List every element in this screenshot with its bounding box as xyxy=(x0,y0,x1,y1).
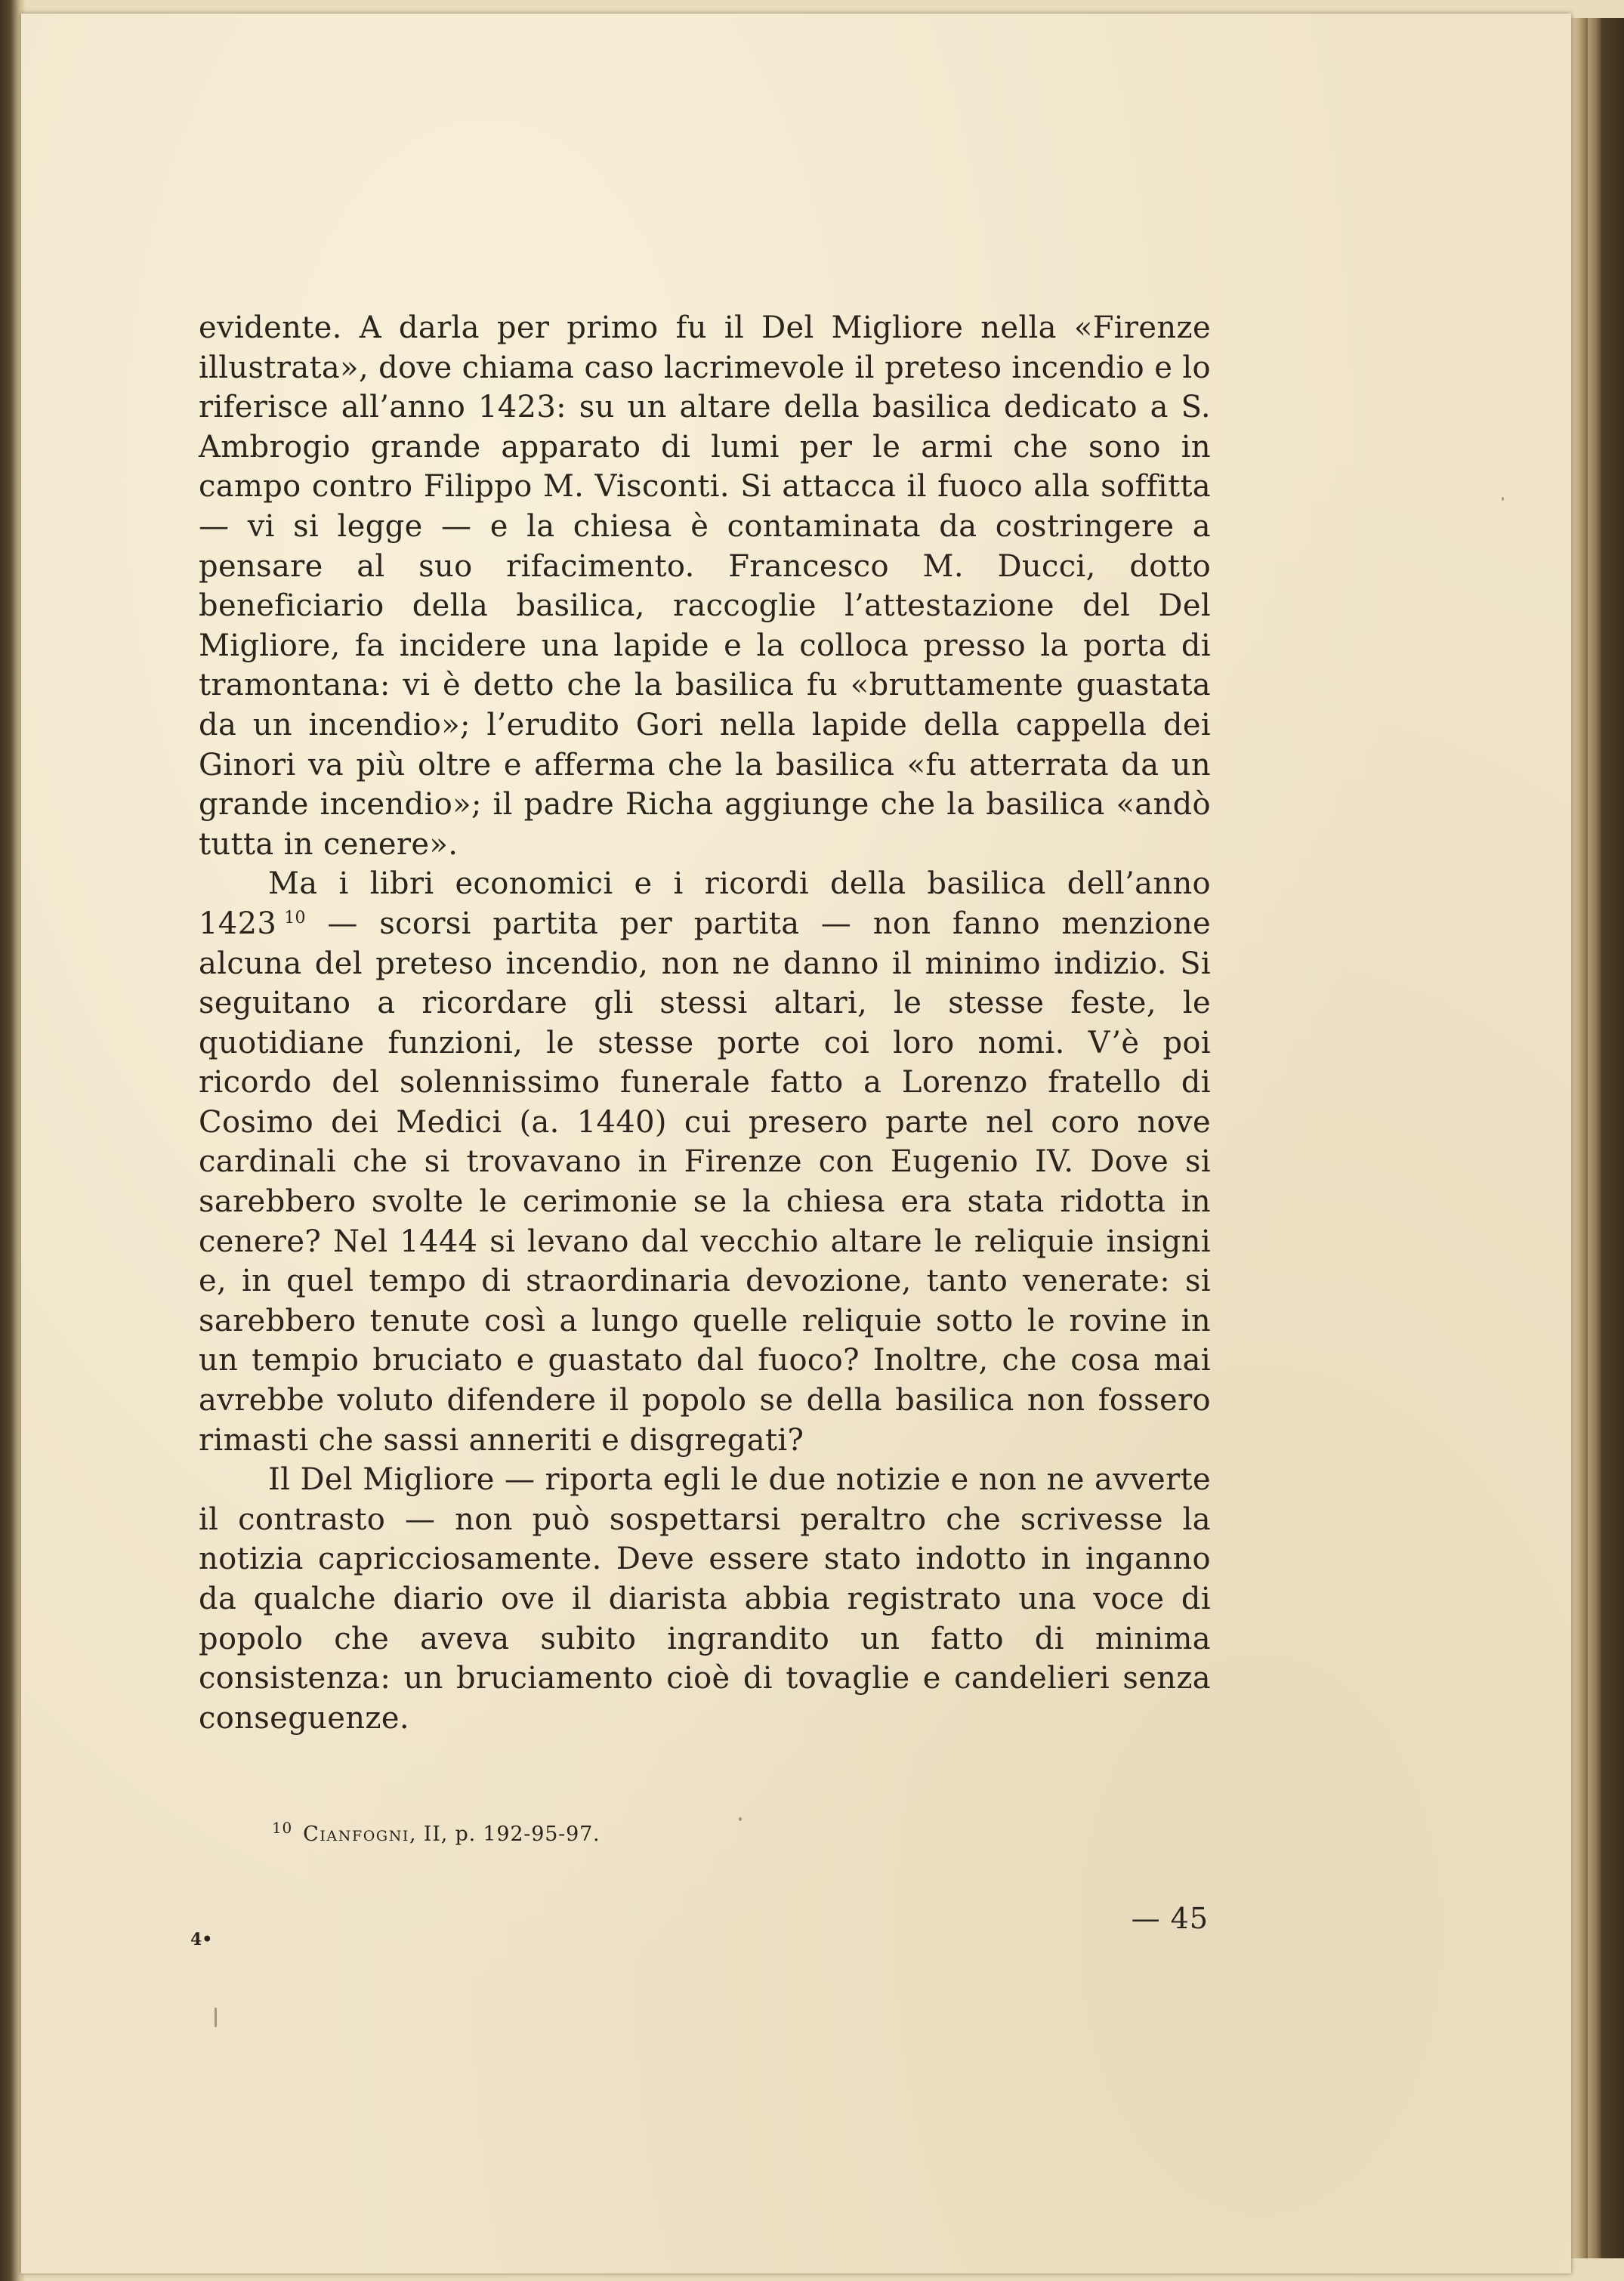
signature-mark: 4• xyxy=(190,1930,213,1949)
paper-speck xyxy=(215,2008,217,2027)
body-text xyxy=(199,308,1211,1738)
page-edge xyxy=(1588,18,1601,2258)
paper-speck xyxy=(739,1817,742,1821)
paper-speck xyxy=(1502,497,1504,501)
footnote-marker: 10 xyxy=(272,1819,293,1837)
paragraph-2-text-after: — scorsi partita per partita — non fanno menzione alcuna del preteso incendio, non ne danno il minimo indizio. Si seguitano a ricordare gli stessi altari, le stesse feste, le quotidiane funzioni, le stesse porte coi loro nomi. V’è poi ricordo del solennissimo funerale fatto a Lorenzo fratello di Cosimo dei Medici (a. 1440) cui presero parte nel coro nove cardinali che si trovavano in Firenze con Eugenio IV. Dove si sarebbero svolte le cerimonie se la chiesa era stata ridotta in cenere? Nel 1444 si levano dal vecchio altare le reliquie insigni e, in quel tempo di straordinaria devozione, tanto venerate: si sarebbero tenute così a lungo quelle reliquie sotto le rovine in un tempio bruciato e guastato dal fuoco? Inoltre, che cosa mai avrebbe voluto difendere il popolo se della basilica non fossero rimasti che sassi anneriti e disgregati? xyxy=(199,906,1211,1458)
footnote xyxy=(272,1819,601,1846)
page-edge xyxy=(1601,18,1624,2258)
paragraph-2-text-before: Ma i libri economici e i ricordi della basilica dell’anno 1423 xyxy=(199,866,1211,941)
page-edge xyxy=(1571,18,1588,2258)
paragraph-1: evidente. A darla per primo fu il Del Migliore nella «Firenze illustrata», dove chiama caso lacrimevole il preteso incendio e lo riferisce all’anno 1423: su un altare della basilica dedicato a S. Ambrogio grande apparato di lumi per le armi che sono in campo contro Filippo M. Visconti. Si attacca il fuoco alla soffitta — vi si legge — e la chiesa è contaminata da costringere a pensare al suo rifacimento. Francesco M. Ducci, dotto beneficiario della basilica, raccoglie l’attestazione del Del Migliore, fa incidere una lapide e la colloca presso la porta di tramontana: vi è detto che la basilica fu «bruttamente guastata da un incendio»; l’erudito Gori nella lapide della cappella dei Ginori va più oltre e afferma che la basilica «fu atterrata da un grande incendio»; il padre Richa aggiunge che la basilica «andò tutta in cenere». xyxy=(199,310,1211,862)
footnote-reference: 10 xyxy=(284,908,306,928)
paragraph-3: Il Del Migliore — riporta egli le due notizie e non ne avverte il contrasto — non può sospettarsi peraltro che scrivesse la notizia capricciosamente. Deve essere stato indotto in inganno da qualche diario ove il diarista abbia registrato una voce di popolo che aveva subito ingrandito un fatto di minima consistenza: un bruciamento cioè di tovaglie e candelieri senza conseguenze. xyxy=(199,1462,1211,1736)
footnote-citation: , II, p. 192-95-97. xyxy=(409,1823,601,1846)
page-number: — 45 xyxy=(1131,1902,1209,1935)
footnote-author: Cianfogni xyxy=(303,1823,410,1846)
paragraph-2 xyxy=(199,864,1211,1460)
